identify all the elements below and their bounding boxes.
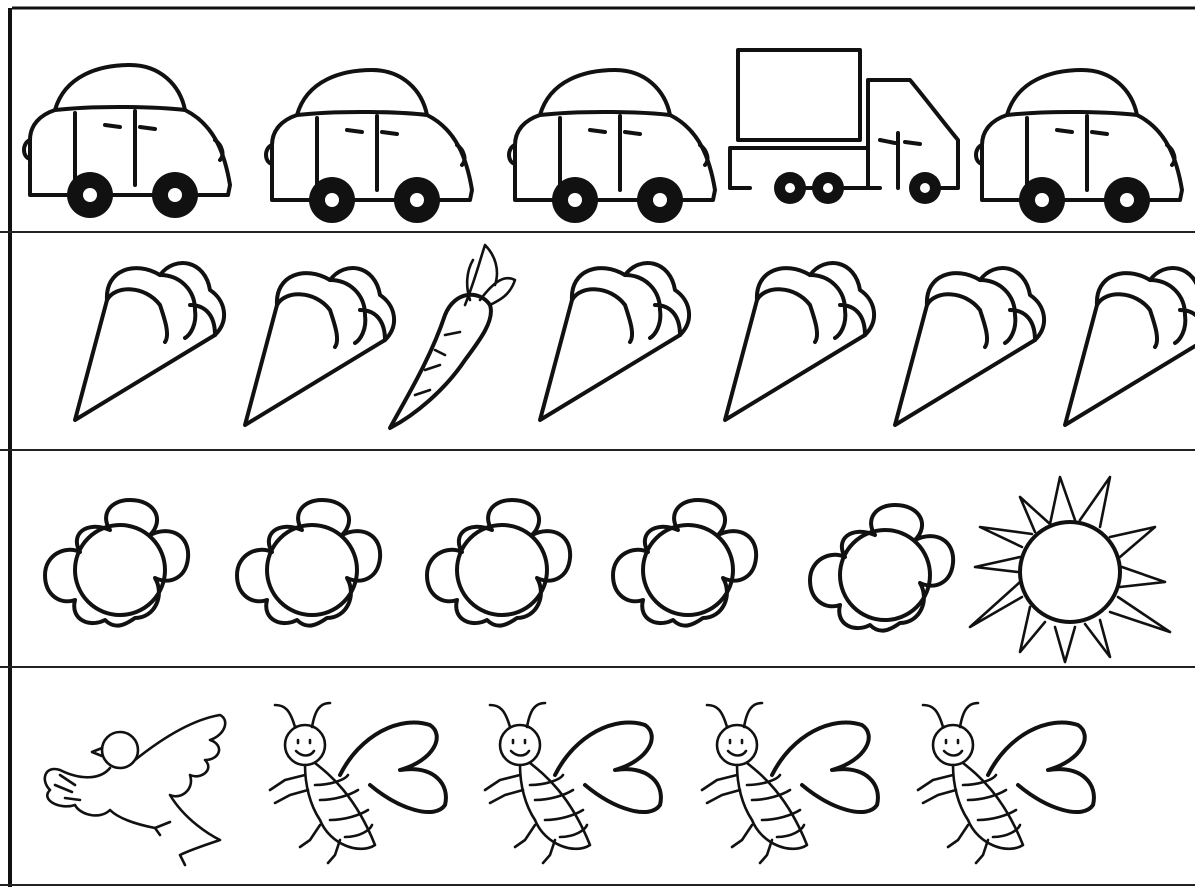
flower-icon xyxy=(613,500,756,626)
car-icon xyxy=(24,65,230,218)
car-icon xyxy=(976,70,1182,223)
ice-cream-icon xyxy=(75,263,224,420)
truck-icon xyxy=(730,50,958,204)
flower-icon xyxy=(427,500,570,626)
bee-icon xyxy=(918,703,1094,863)
ice-cream-icon xyxy=(895,268,1044,425)
sun-icon xyxy=(970,477,1170,662)
row-treats xyxy=(75,245,1195,428)
flower-icon xyxy=(810,505,953,631)
ice-cream-icon xyxy=(725,263,874,420)
flower-icon xyxy=(237,500,380,626)
carrot-icon xyxy=(390,245,515,428)
row-blooms xyxy=(45,477,1170,662)
bee-icon xyxy=(702,703,878,863)
row-creatures xyxy=(45,703,1094,865)
bird-icon xyxy=(45,715,225,865)
car-icon xyxy=(509,70,715,223)
ice-cream-icon xyxy=(540,263,689,420)
ice-cream-icon xyxy=(1065,268,1195,425)
bee-icon xyxy=(270,703,446,863)
car-icon xyxy=(266,70,472,223)
row-vehicles xyxy=(24,50,1182,223)
ice-cream-icon xyxy=(245,268,394,425)
bee-icon xyxy=(485,703,661,863)
flower-icon xyxy=(45,500,188,626)
